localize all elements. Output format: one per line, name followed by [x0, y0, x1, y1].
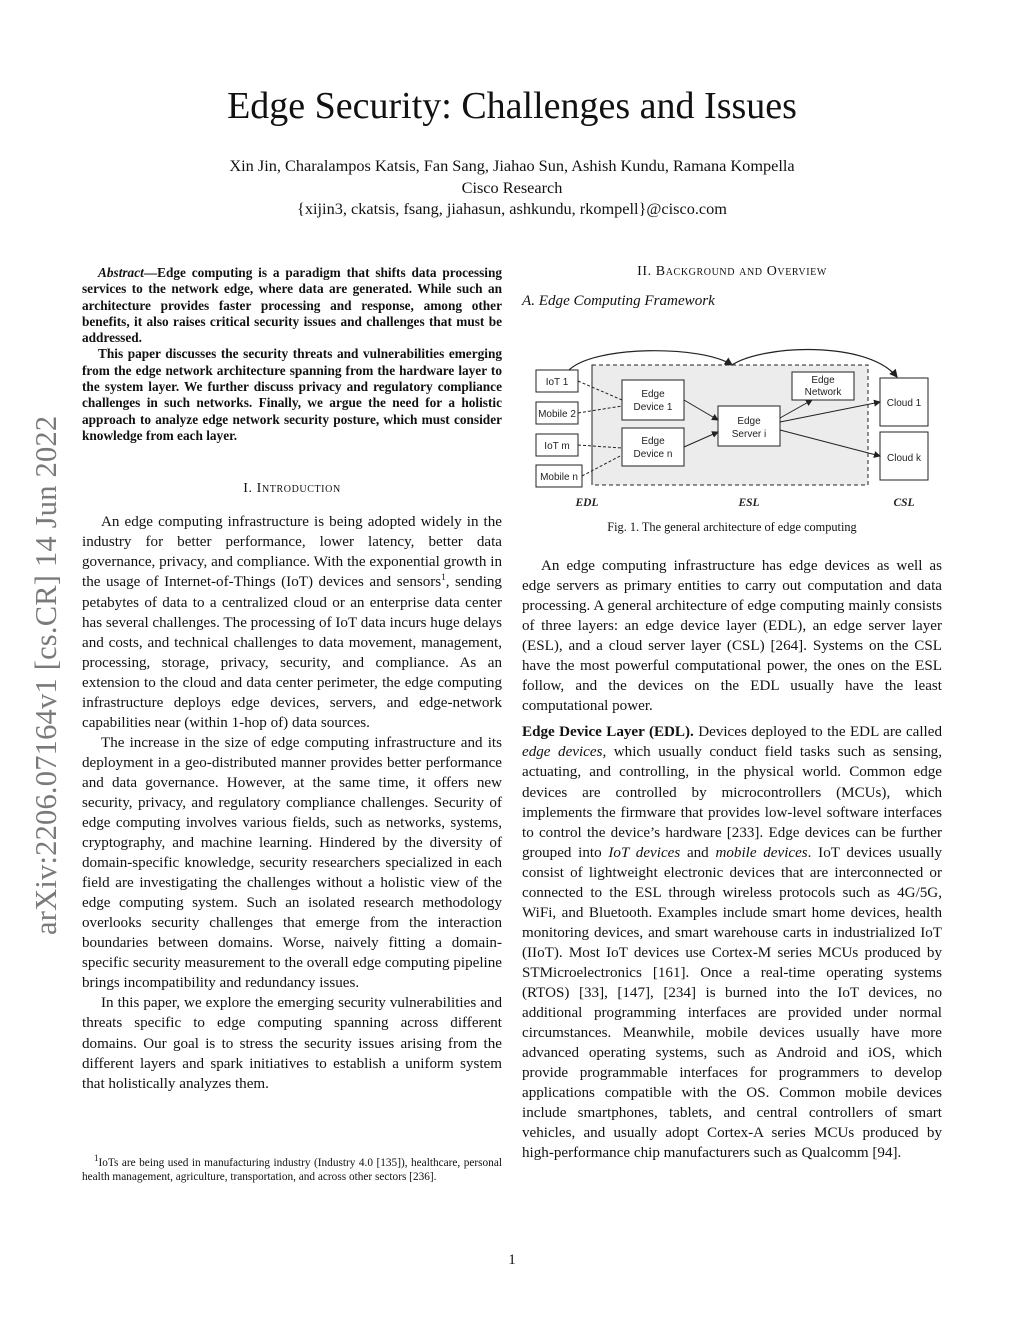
- intro-paragraph-1-start: An edge computing infrastructure is being adopted widely in the industry for better performance, lower latency, better data governance, privacy, and compliance. With the exponential growth in the usage of Internet-of-Things (IoT) devices and sensors: [82, 514, 502, 591]
- svg-text:Device n: Device n: [633, 449, 673, 460]
- svg-text:Server i: Server i: [731, 429, 767, 440]
- svg-text:Network: Network: [804, 387, 842, 398]
- footnote-text: IoTs are being used in manufacturing industry (Industry 4.0 [135]), healthcare, personal health management, agriculture, transportation, and across other sectors [236].: [82, 1157, 502, 1183]
- subsection-heading-framework: A. Edge Computing Framework: [522, 293, 715, 309]
- svg-text:Cloud k: Cloud k: [887, 453, 921, 464]
- footnote-ref: 1: [441, 572, 446, 583]
- svg-text:Device 1: Device 1: [633, 402, 673, 413]
- layer-label-csl: CSL: [893, 497, 915, 509]
- node-cloud-k: [880, 432, 928, 480]
- svg-text:IoT m: IoT m: [544, 441, 570, 452]
- figure-caption: Fig. 1. The general architecture of edge computing: [607, 520, 857, 534]
- edl-run-in-heading: Edge Device Layer (EDL).: [522, 724, 694, 741]
- affiliation: Cisco Research: [461, 178, 563, 197]
- intro-paragraph-3: In this paper, we explore the emerging security vulnerabilities and threats specific to edge computing spanning across different domains. Our goal is to stress the security issues arising from the different layers and spark initiatives to establish a uniform system that holistically analyzes them.: [82, 995, 502, 1092]
- edl-text-b: , which usually conduct field tasks such as sensing, actuating, and controlling, in the physical world. Common edge devices are controlled by microcontrollers (MCUs), which implements the firmware that provides low-level software interfaces to control the device’s hardware [233]. Edge devices can be further grouped into: [522, 744, 942, 861]
- node-iot-m: [536, 434, 578, 456]
- paper-title: Edge Security: Challenges and Issues: [227, 85, 797, 127]
- node-edge-device-n: [622, 428, 684, 466]
- node-mobile-n: [536, 465, 582, 487]
- edl-text-d: . IoT devices usually consist of lightweight electronic devices that are interconnected or connected to the ESL through wireless protocols such as 4G/5G, WiFi, and Bluetooth. Examples include smart home devices, health monitoring devices, and smart warehouse carts in industrialized IoT (IIoT). Most IoT devices use Cortex-M series MCUs produced by STMicroelectronics [161]. Once a real-time operating systems (RTOS) [33], [147], [234] is burned into the IoT devices, no additional programming interfaces are provided under normal circumstances. Meanwhile, mobile devices usually have more advanced operating systems, such as Android and iOS, which provide programmable interfaces for programmers to develop applications compatible with the OS. Common mobile devices include smartphones, tablets, and central controllers of smart vehicles, and usually adopt Cortex-A series MCUs produced by high-performance chip manufacturers such as Qualcomm [94].: [522, 844, 942, 1162]
- abstract-dash: —: [143, 265, 158, 280]
- abstract-paragraph-1: Edge computing is a paradigm that shifts data processing services to the network edge, where data are generated. While such an architecture provides faster processing and response, among other benefits, it also raises critical security issues and challenges that must be addressed.: [82, 265, 502, 346]
- svg-text:IoT 1: IoT 1: [545, 377, 569, 388]
- intro-paragraph-1-end: , sending petabytes of data to a centralized cloud or an enterprise data center has several challenges. The processing of IoT data incurs huge delays and costs, and technical challenges to data movement, management, processing, storage, privacy, security, and compliance. As an extension to the cloud and data center perimeter, the edge computing infrastructure deploys edge devices, servers, and edge-network capabilities near (within 1-hop of) data sources.: [82, 574, 502, 731]
- layer-label-edl: EDL: [575, 497, 599, 509]
- edl-text-c: and: [680, 844, 716, 861]
- author-emails: {xijin3, ckatsis, fsang, jiahasun, ashkundu, rkompell}@cisco.com: [297, 199, 727, 218]
- svg-text:Mobile 2: Mobile 2: [538, 409, 576, 420]
- edl-term-edge-devices: edge devices: [522, 744, 603, 761]
- left-column: [82, 265, 502, 1094]
- section-heading-background: II. Background and Overview: [637, 264, 827, 279]
- page-number: 1: [508, 1252, 516, 1268]
- abstract-paragraph-2: This paper discusses the security threats and vulnerabilities emerging from the edge network architecture spanning from the hardware layer to the system layer. We further discuss privacy and regulatory compliance challenges in such networks. Finally, we argue the need for a holistic approach to analyze edge network security posture, which must consider knowledge from each layer.: [82, 346, 502, 443]
- layer-label-esl: ESL: [738, 497, 760, 509]
- node-edge-device-1: [622, 380, 684, 420]
- footnote-mark: 1: [94, 1153, 99, 1164]
- svg-text:Mobile n: Mobile n: [540, 472, 578, 483]
- arxiv-identifier: arXiv:2206.07164v1 [cs.CR] 14 Jun 2022: [29, 415, 63, 935]
- right-column: [522, 556, 942, 1163]
- node-cloud-1: [880, 378, 928, 426]
- edl-term-mobile-devices: mobile devices: [715, 844, 808, 861]
- node-edge-network: [792, 372, 854, 400]
- svg-text:Edge: Edge: [641, 436, 665, 447]
- svg-text:Edge: Edge: [641, 389, 665, 400]
- svg-text:Edge: Edge: [737, 416, 761, 427]
- architecture-figure: [522, 340, 942, 515]
- abstract-label: Abstract: [98, 265, 144, 280]
- intro-paragraph-2: The increase in the size of edge computing infrastructure and its deployment in a geo-distributed manner provides better performance and data governance. However, at the same time, it offers new security, privacy, and regulatory compliance challenges. Security of edge computing involves various fields, such as networks, systems, cryptography, and machine learning. Hindered by the diversity of domain-specific knowledge, security researchers specialized in each field are investigating the challenges without a holistic view of the edge computing system. Such an isolated research methodology overlooks security challenges that emerge from the interaction boundaries between domains. Worse, naively fitting a domain-specific security measurement to the overall edge computing pipeline brings incompatibility and redundancy issues.: [82, 734, 502, 992]
- svg-text:Edge: Edge: [811, 375, 835, 386]
- node-iot-1: [536, 370, 578, 392]
- svg-text:Cloud 1: Cloud 1: [886, 398, 922, 409]
- abstract: [82, 265, 502, 444]
- node-mobile-2: [536, 402, 578, 424]
- background-paragraph-1: An edge computing infrastructure has edge devices as well as edge servers as primary entities to carry out computation and data processing. A general architecture of edge computing mainly consists of three layers: an edge device layer (EDL), an edge server layer (ESL), and a cloud server layer (CSL) [264]. Systems on the CSL have the most powerful computational power, the ones on the ESL follow, and the devices on the EDL usually have the least computational power.: [522, 558, 942, 715]
- footnote: [82, 1153, 502, 1184]
- node-edge-server: [718, 406, 780, 446]
- author-list: Xin Jin, Charalampos Katsis, Fan Sang, Jiahao Sun, Ashish Kundu, Ramana Kompella: [229, 156, 795, 175]
- section-heading-introduction: I. Introduction: [243, 481, 341, 497]
- edl-text-a: Devices deployed to the EDL are called: [693, 724, 942, 741]
- edl-term-iot-devices: IoT devices: [608, 844, 681, 861]
